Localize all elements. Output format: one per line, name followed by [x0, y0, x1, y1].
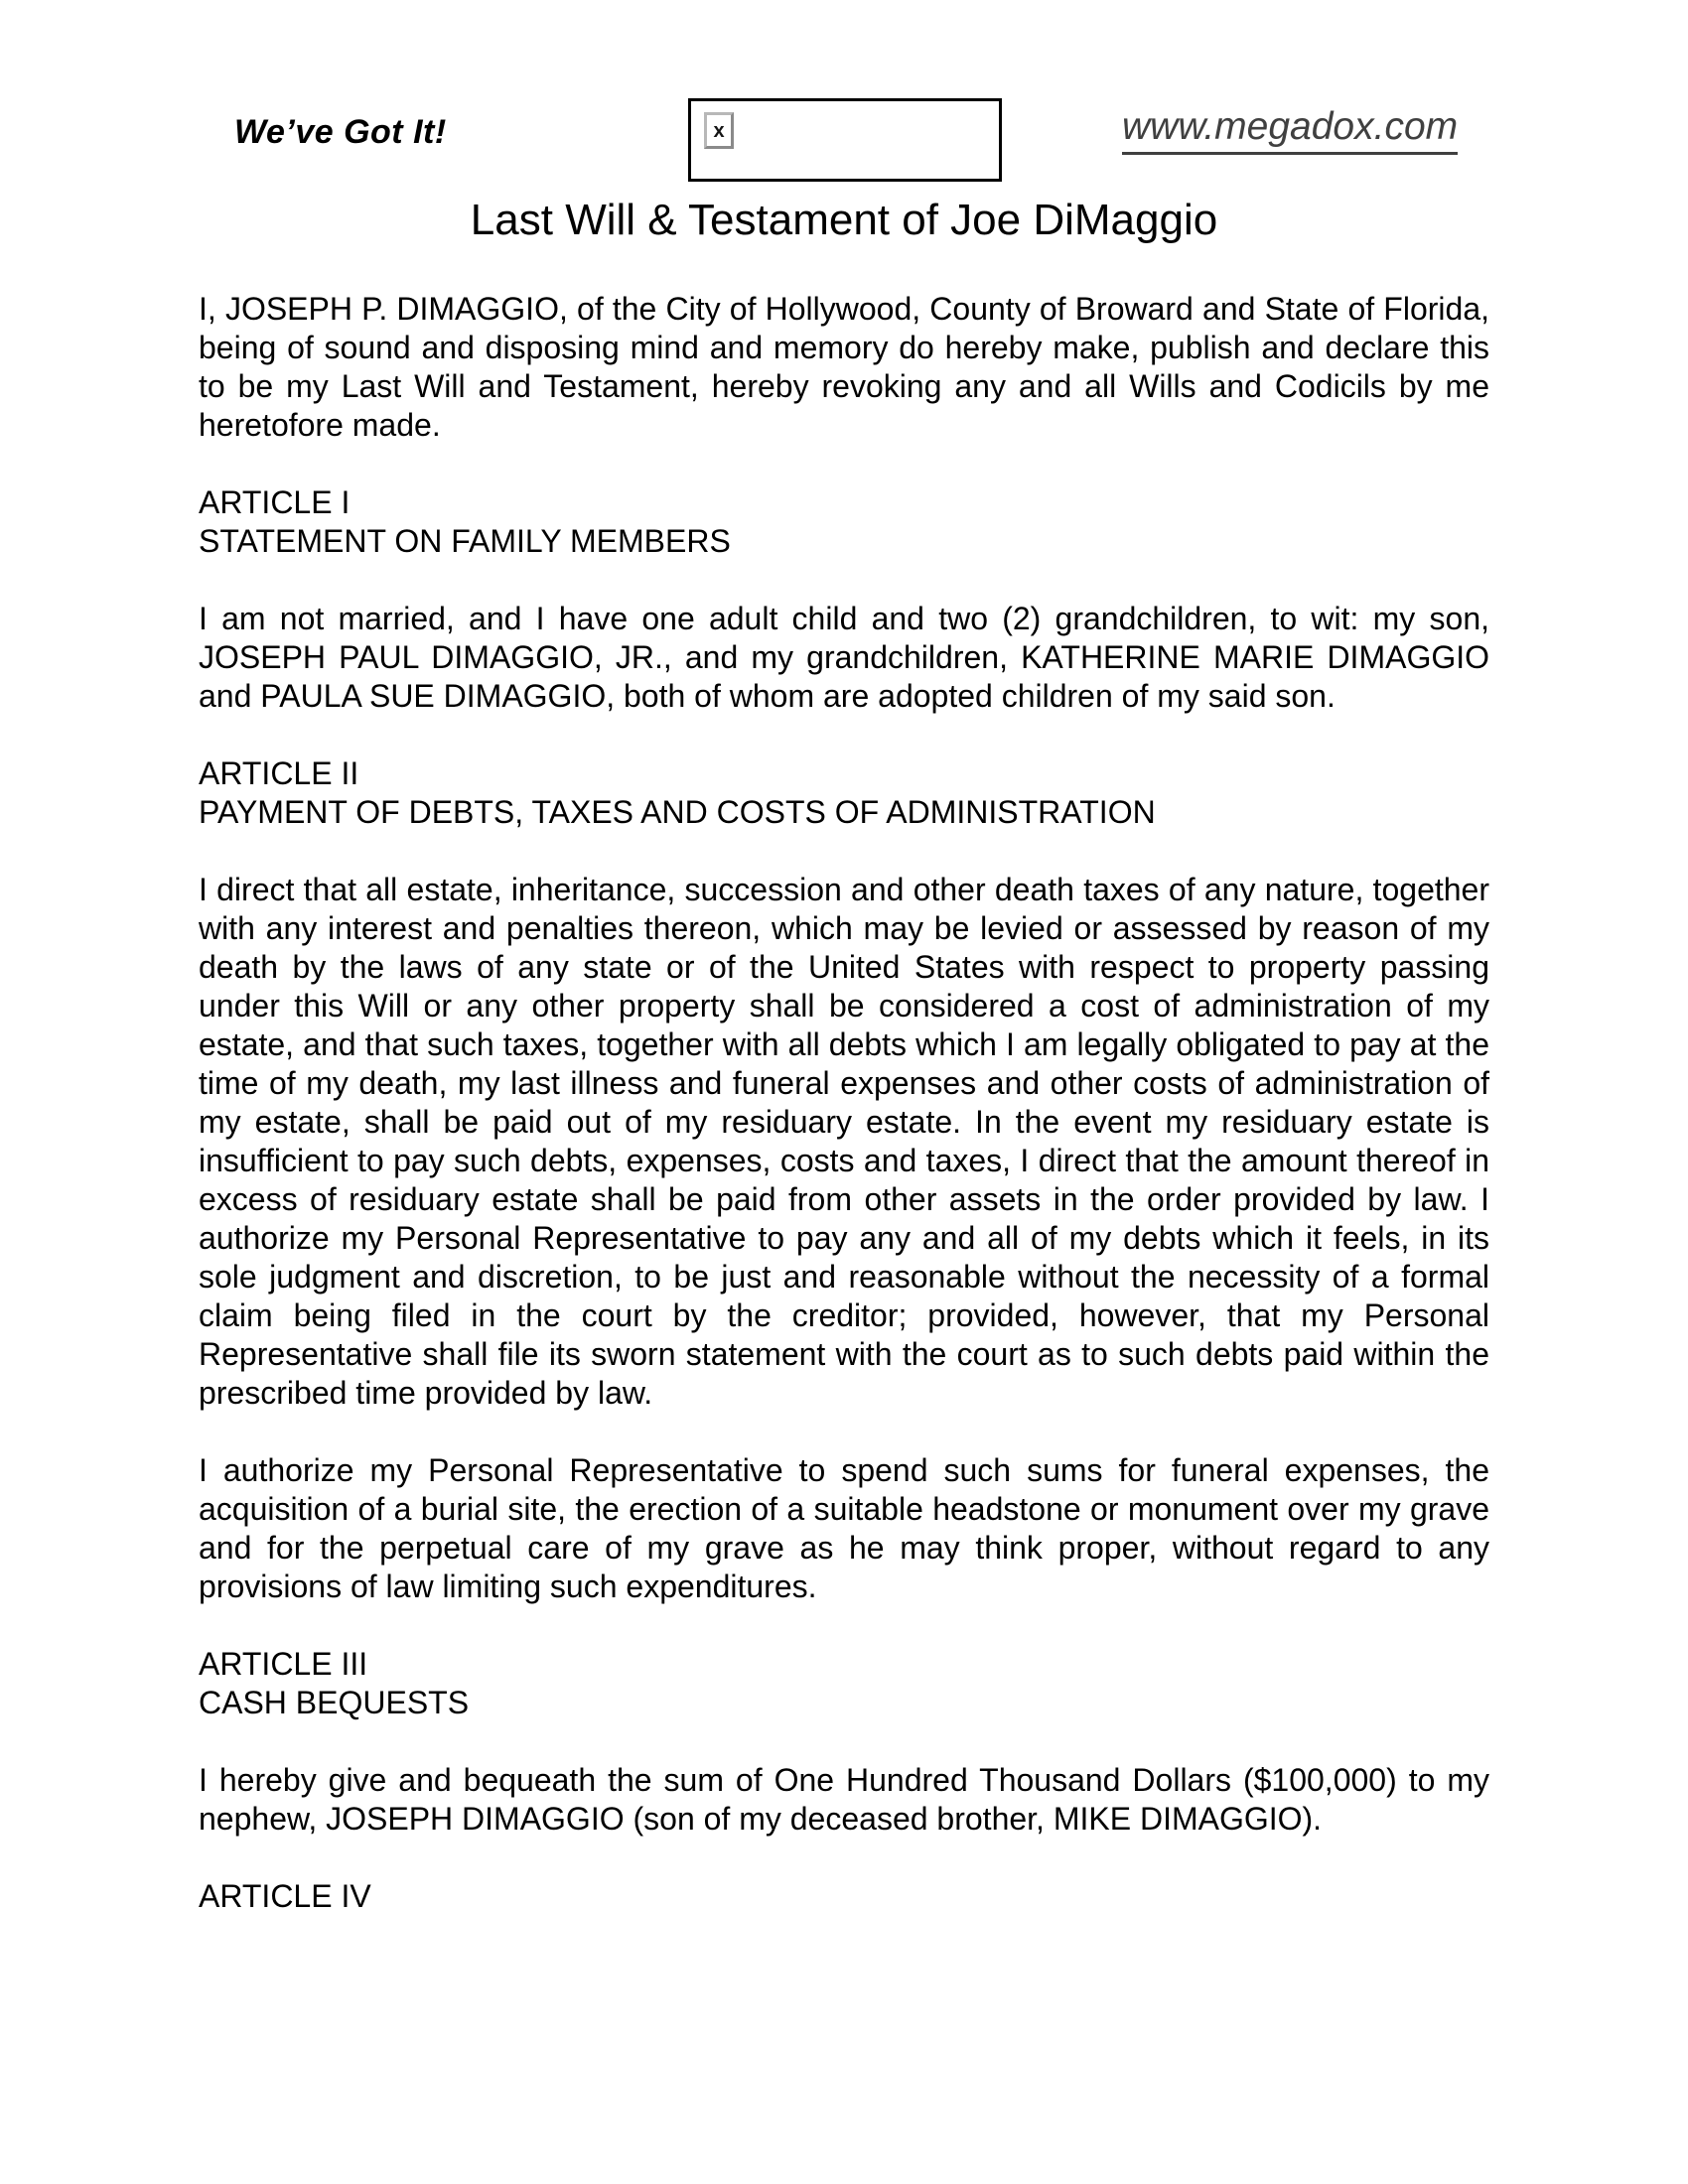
- website-link[interactable]: www.megadox.com: [1122, 105, 1458, 155]
- paragraph-family-members: I am not married, and I have one adult child and two (2) grandchildren, to wit: my son, JOSEPH PAUL DIMAGGIO, JR., and my grandchildren, KATHERINE MARIE DIMAGGIO and PAULA SUE DIMAGGIO, both of whom are adopted children of my said son.: [199, 601, 1489, 714]
- heading-article-1: ARTICLE I STATEMENT ON FAMILY MEMBERS: [199, 484, 731, 559]
- heading-article-4: ARTICLE IV: [199, 1878, 371, 1914]
- paragraph-cash-bequest: I hereby give and bequeath the sum of One Hundred Thousand Dollars ($100,000) to my nephew, JOSEPH DIMAGGIO (son of my deceased brother, MIKE DIMAGGIO).: [199, 1762, 1489, 1837]
- heading-article-3: ARTICLE III CASH BEQUESTS: [199, 1646, 470, 1720]
- broken-image-icon: x: [704, 112, 734, 149]
- page-title: Last Will & Testament of Joe DiMaggio: [470, 196, 1218, 244]
- document-body: [199, 290, 1489, 1955]
- paragraph-declaration: I, JOSEPH P. DIMAGGIO, of the City of Hollywood, County of Broward and State of Florida, being of sound and disposing mind and memory do hereby make, publish and declare this to be my Last Will and Testament, hereby revoking any and all Wills and Codicils by me heretofore made.: [199, 291, 1489, 443]
- heading-article-2: ARTICLE II PAYMENT OF DEBTS, TAXES AND COSTS OF ADMINISTRATION: [199, 755, 1156, 830]
- vendor-tagline: We’ve Got It!: [234, 113, 447, 151]
- image-placeholder: [688, 98, 1002, 182]
- paragraph-funeral-expenses: I authorize my Personal Representative to spend such sums for funeral expenses, the acquisition of a burial site, the erection of a suitable headstone or monument over my grave and for the perpetual care of my grave as he may think proper, without regard to any provisions of law limiting such expenditures.: [199, 1452, 1489, 1604]
- paragraph-debts-taxes: I direct that all estate, inheritance, succession and other death taxes of any nature, together with any interest and penalties thereon, which may be levied or assessed by reason of my death by the laws of any state or of the United States with respect to property passing under this Will or any other property shall be considered a cost of administration of my estate, and that such taxes, together with all debts which I am legally obligated to pay at the time of my death, my last illness and funeral expenses and other costs of administration of my estate, shall be paid out of my residuary estate. In the event my residuary estate is insufficient to pay such debts, expenses, costs and taxes, I direct that the amount thereof in excess of residuary estate shall be paid from other assets in the order provided by law. I authorize my Personal Representative to pay any and all of my debts which it feels, in its sole judgment and discretion, to be just and reasonable without the necessity of a formal claim being filed in the court by the creditor; provided, however, that my Personal Representative shall file its sworn statement with the court as to such debts paid within the prescribed time provided by law.: [199, 872, 1489, 1411]
